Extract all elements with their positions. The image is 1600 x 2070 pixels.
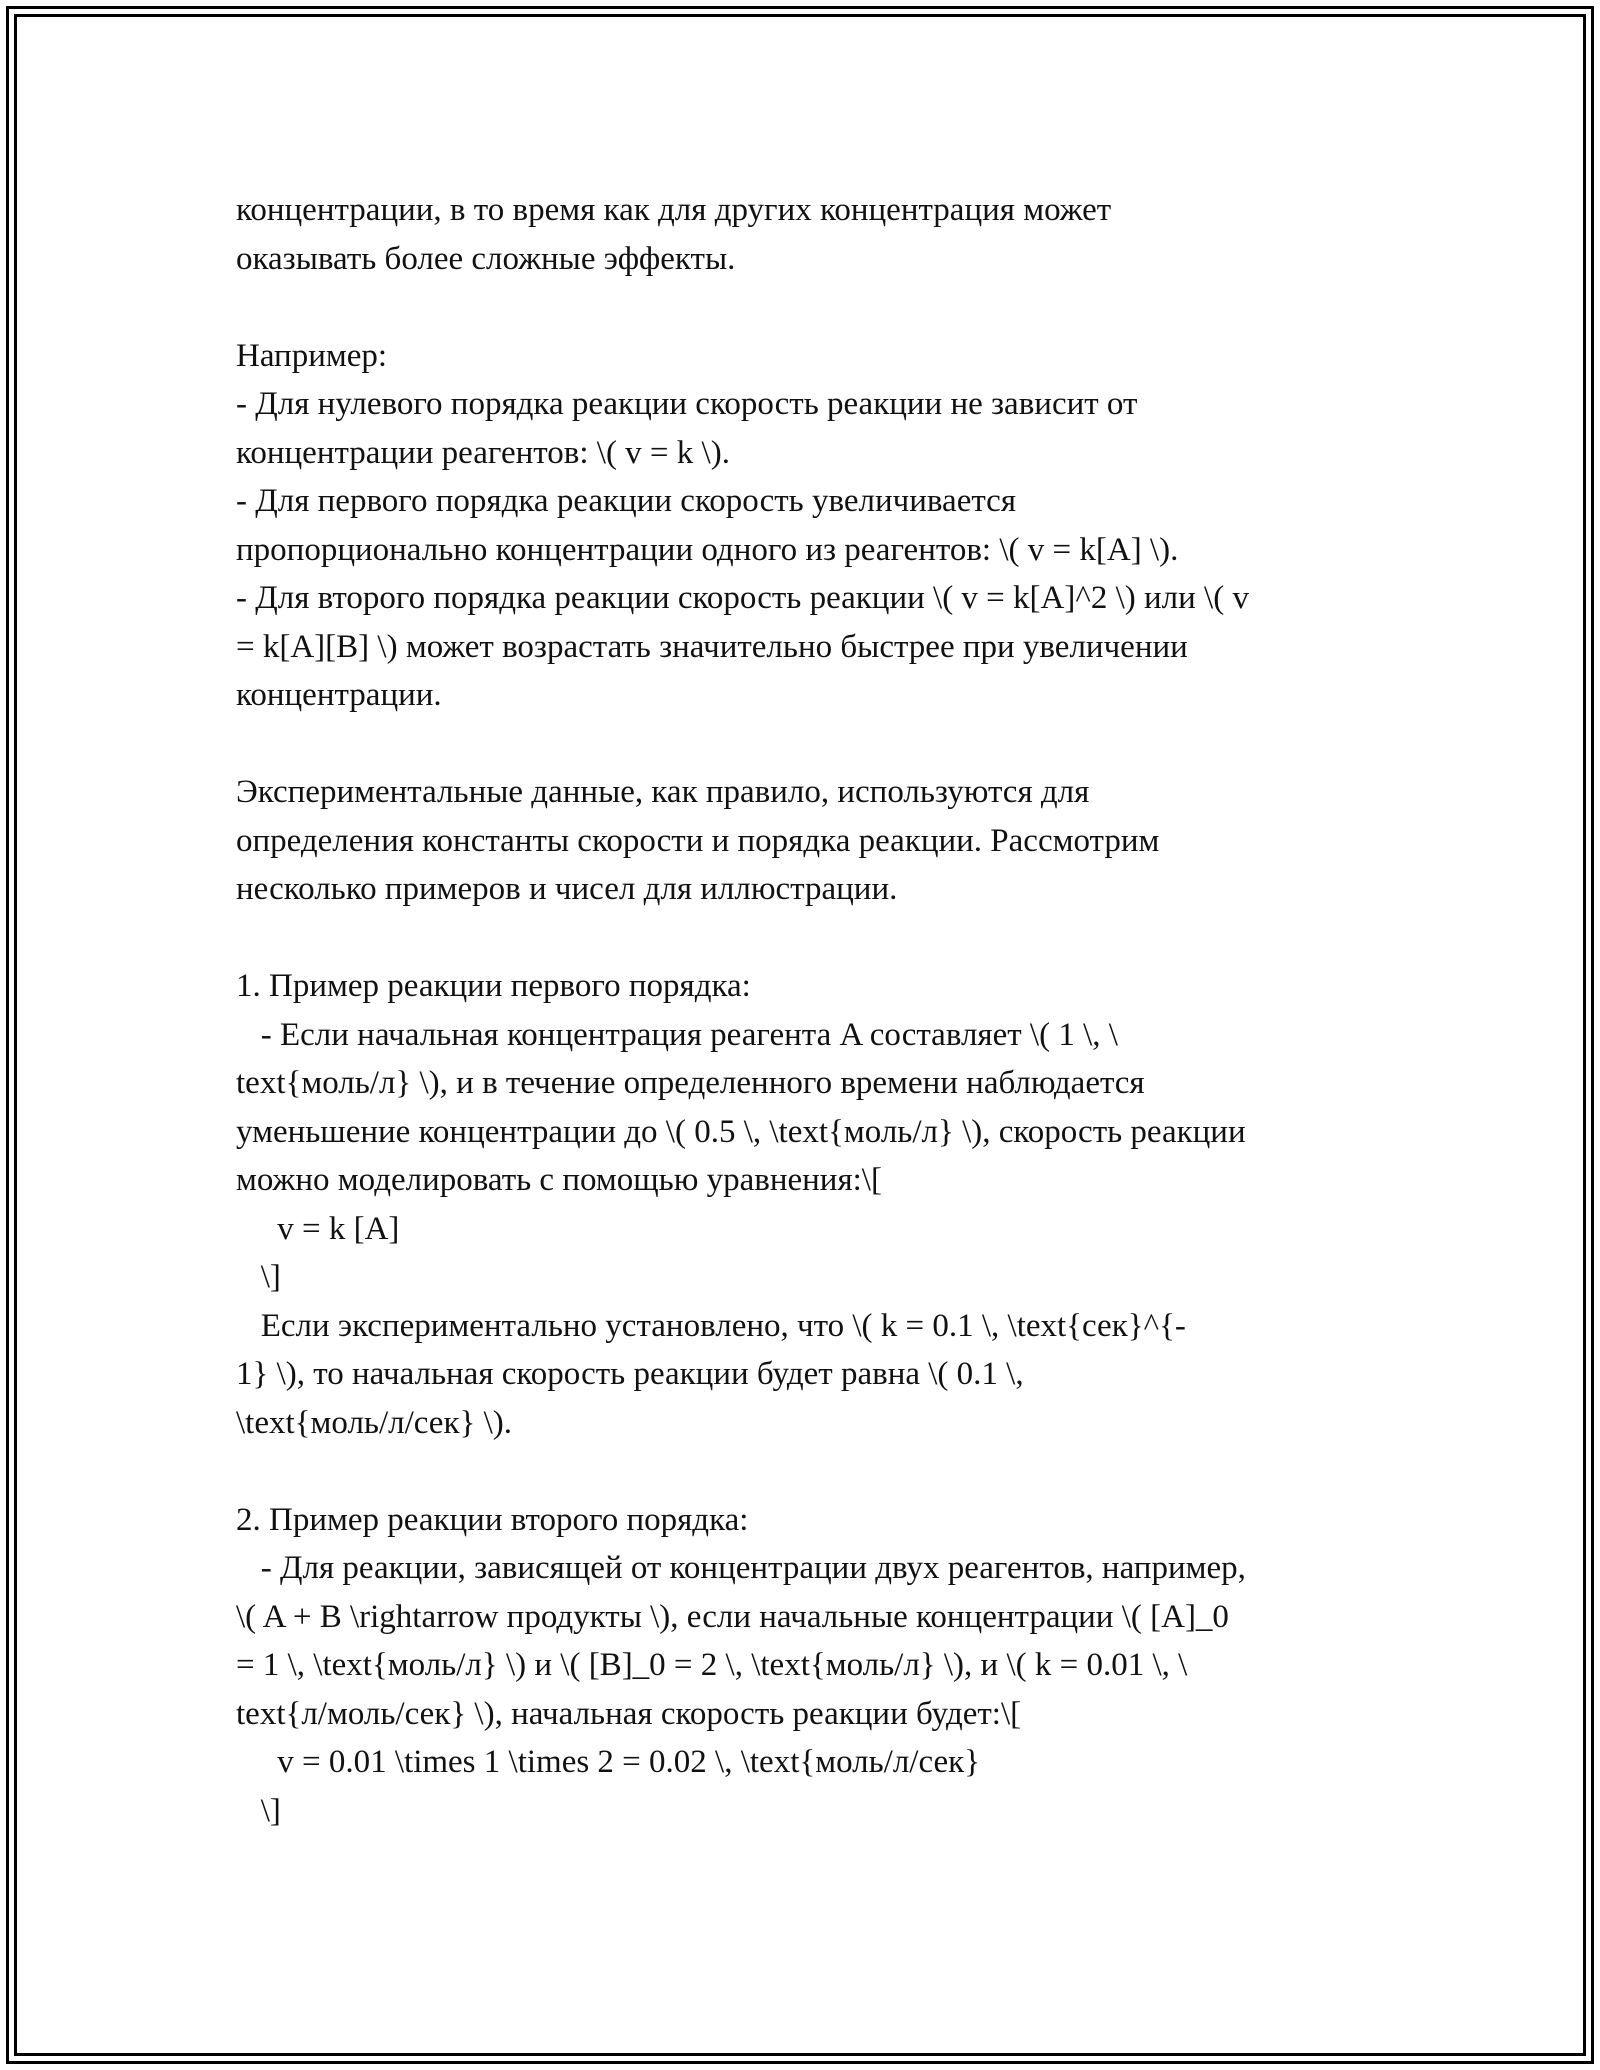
equation-line: \] [236, 1259, 281, 1295]
list-item: - Для нулевого порядка реакции скорость реакции не зависит от [236, 386, 1138, 422]
text-line: можно моделировать с помощью уравнения:\[ [236, 1162, 882, 1198]
list-item: - Для второго порядка реакции скорость реакции \( v = k[A]^2 \) или \( v [236, 580, 1249, 616]
equation-line: \] [236, 1792, 281, 1829]
blank-line [236, 1447, 1396, 1496]
list-item: - Если начальная концентрация реагента A составляет \( 1 \, \ [236, 1016, 1118, 1053]
text-line: text{моль/л} \), и в течение определенного времени наблюдается [236, 1065, 1145, 1101]
text-line: = 1 \, \text{моль/л} \) и \( [B]_0 = 2 \, \text{моль/л} \), и \( k = 0.01 \, \ [236, 1647, 1188, 1683]
text-line: = k[A][B] \) может возрастать значительно быстрее при увеличении [236, 628, 1188, 665]
text-line: Экспериментальные данные, как правило, используются для [236, 774, 1090, 810]
text-line: пропорционально концентрации одного из реагентов: \( v = k[A] \). [236, 531, 1179, 568]
text-line: \text{моль/л/сек} \). [236, 1404, 512, 1441]
text-line: концентрации, в то время как для других концентрация может [236, 192, 1112, 228]
list-item: - Для первого порядка реакции скорость увеличивается [236, 483, 1016, 519]
equation-line: v = 0.01 \times 1 \times 2 = 0.02 \, \text{моль/л/сек} [236, 1744, 981, 1780]
section-heading: 2. Пример реакции второго порядка: [236, 1501, 749, 1538]
section-heading: 1. Пример реакции первого порядка: [236, 968, 751, 1004]
text-line: несколько примеров и чисел для иллюстрации. [236, 871, 898, 907]
text-line: \( A + B \rightarrow продукты \), если начальные концентрации \( [A]_0 [236, 1598, 1229, 1635]
text-line: определения константы скорости и порядка реакции. Рассмотрим [236, 822, 1160, 859]
text-line: Если экспериментально установлено, что \( k = 0.1 \, \text{сек}^{- [236, 1307, 1186, 1344]
text-line: text{л/моль/сек} \), начальная скорость реакции будет:\[ [236, 1695, 1022, 1732]
equation-line: v = k [A] [236, 1210, 400, 1247]
text-line: концентрации реагентов: \( v = k \). [236, 434, 730, 471]
text-line: Например: [236, 337, 388, 374]
text-line: оказывать более сложные эффекты. [236, 240, 736, 277]
text-line: концентрации. [236, 677, 442, 713]
blank-line [236, 283, 1396, 332]
list-item: - Для реакции, зависящей от концентрации двух реагентов, например, [236, 1550, 1246, 1586]
text-line: уменьшение концентрации до \( 0.5 \, \text{моль/л} \), скорость реакции [236, 1113, 1246, 1150]
blank-line [236, 914, 1396, 963]
text-line: 1} \), то начальная скорость реакции будет равна \( 0.1 \, [236, 1356, 1024, 1392]
document-text-body [236, 186, 1396, 1835]
blank-line [236, 720, 1396, 769]
